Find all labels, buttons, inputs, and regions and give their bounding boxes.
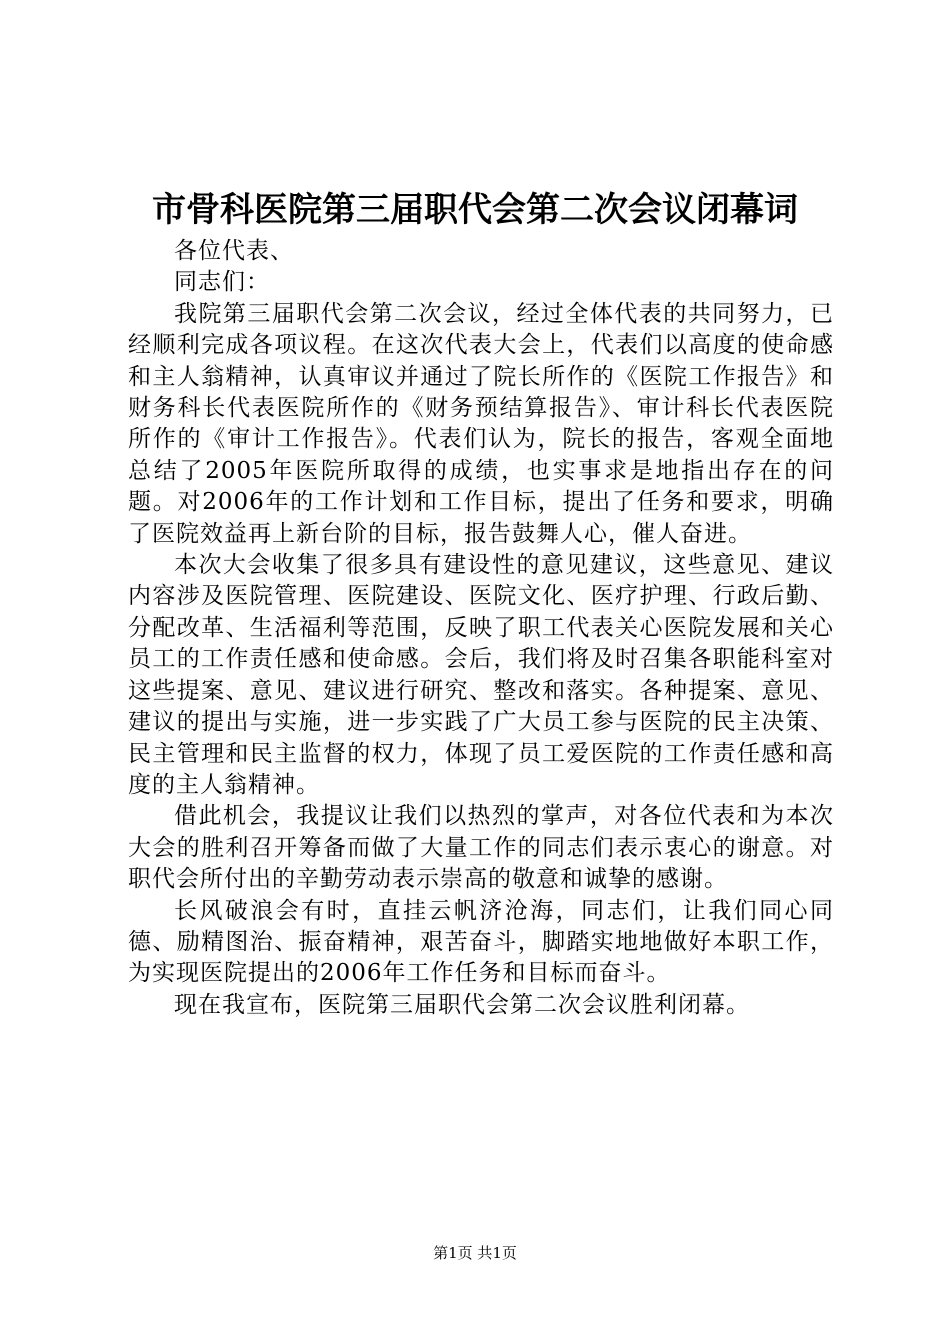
paragraph: 长风破浪会有时，直挂云帆济沧海，同志们，让我们同心同德、励精图治、振奋精神，艰苦奋斗，脚踏实地地做好本职工作，为实现医院提出的2006年工作任务和目标而奋斗。 xyxy=(128,897,834,987)
salutation-comrades: 同志们： xyxy=(174,269,270,296)
salutation-delegates: 各位代表、 xyxy=(174,238,294,264)
document-body xyxy=(128,236,834,1021)
paragraph: 现在我宣布，医院第三届职代会第二次会议胜利闭幕。 xyxy=(174,991,750,1018)
paragraph: 我院第三届职代会第二次会议，经过全体代表的共同努力，已经顺利完成各项议程。在这次代表大会上，代表们以高度的使命感和主人翁精神，认真审议并通过了院长所作的《医院工作报告》和财务科长代表医院所作的《财务预结算报告》、审计科长代表医院所作的《审计工作报告》。代表们认为，院长的报告，客观全面地总结了2005年医院所取得的成绩，也实事求是地指出存在的问题。对2006年的工作计划和工作目标，提出了任务和要求，明确了医院效益再上新台阶的目标，报告鼓舞人心，催人奋进。 xyxy=(128,300,834,547)
paragraph: 借此机会，我提议让我们以热烈的掌声，对各位代表和为本次大会的胜利召开筹备而做了大量工作的同志们表示衷心的谢意。对职代会所付出的辛勤劳动表示崇高的敬意和诚挚的感谢。 xyxy=(128,803,834,893)
page-title: 市骨科医院第三届职代会第二次会议闭幕词 xyxy=(152,190,798,230)
page-footer: 第1页 共1页 xyxy=(433,1244,517,1262)
paragraph: 本次大会收集了很多具有建设性的意见建议，这些意见、建议内容涉及医院管理、医院建设、医院文化、医疗护理、行政后勤、分配改革、生活福利等范围，反映了职工代表关心医院发展和关心员工的工作责任感和使命感。会后，我们将及时召集各职能科室对这些提案、意见、建议进行研究、整改和落实。各种提案、意见、建议的提出与实施，进一步实践了广大员工参与医院的民主决策、民主管理和民主监督的权力，体现了员工爱医院的工作责任感和高度的主人翁精神。 xyxy=(128,552,834,798)
